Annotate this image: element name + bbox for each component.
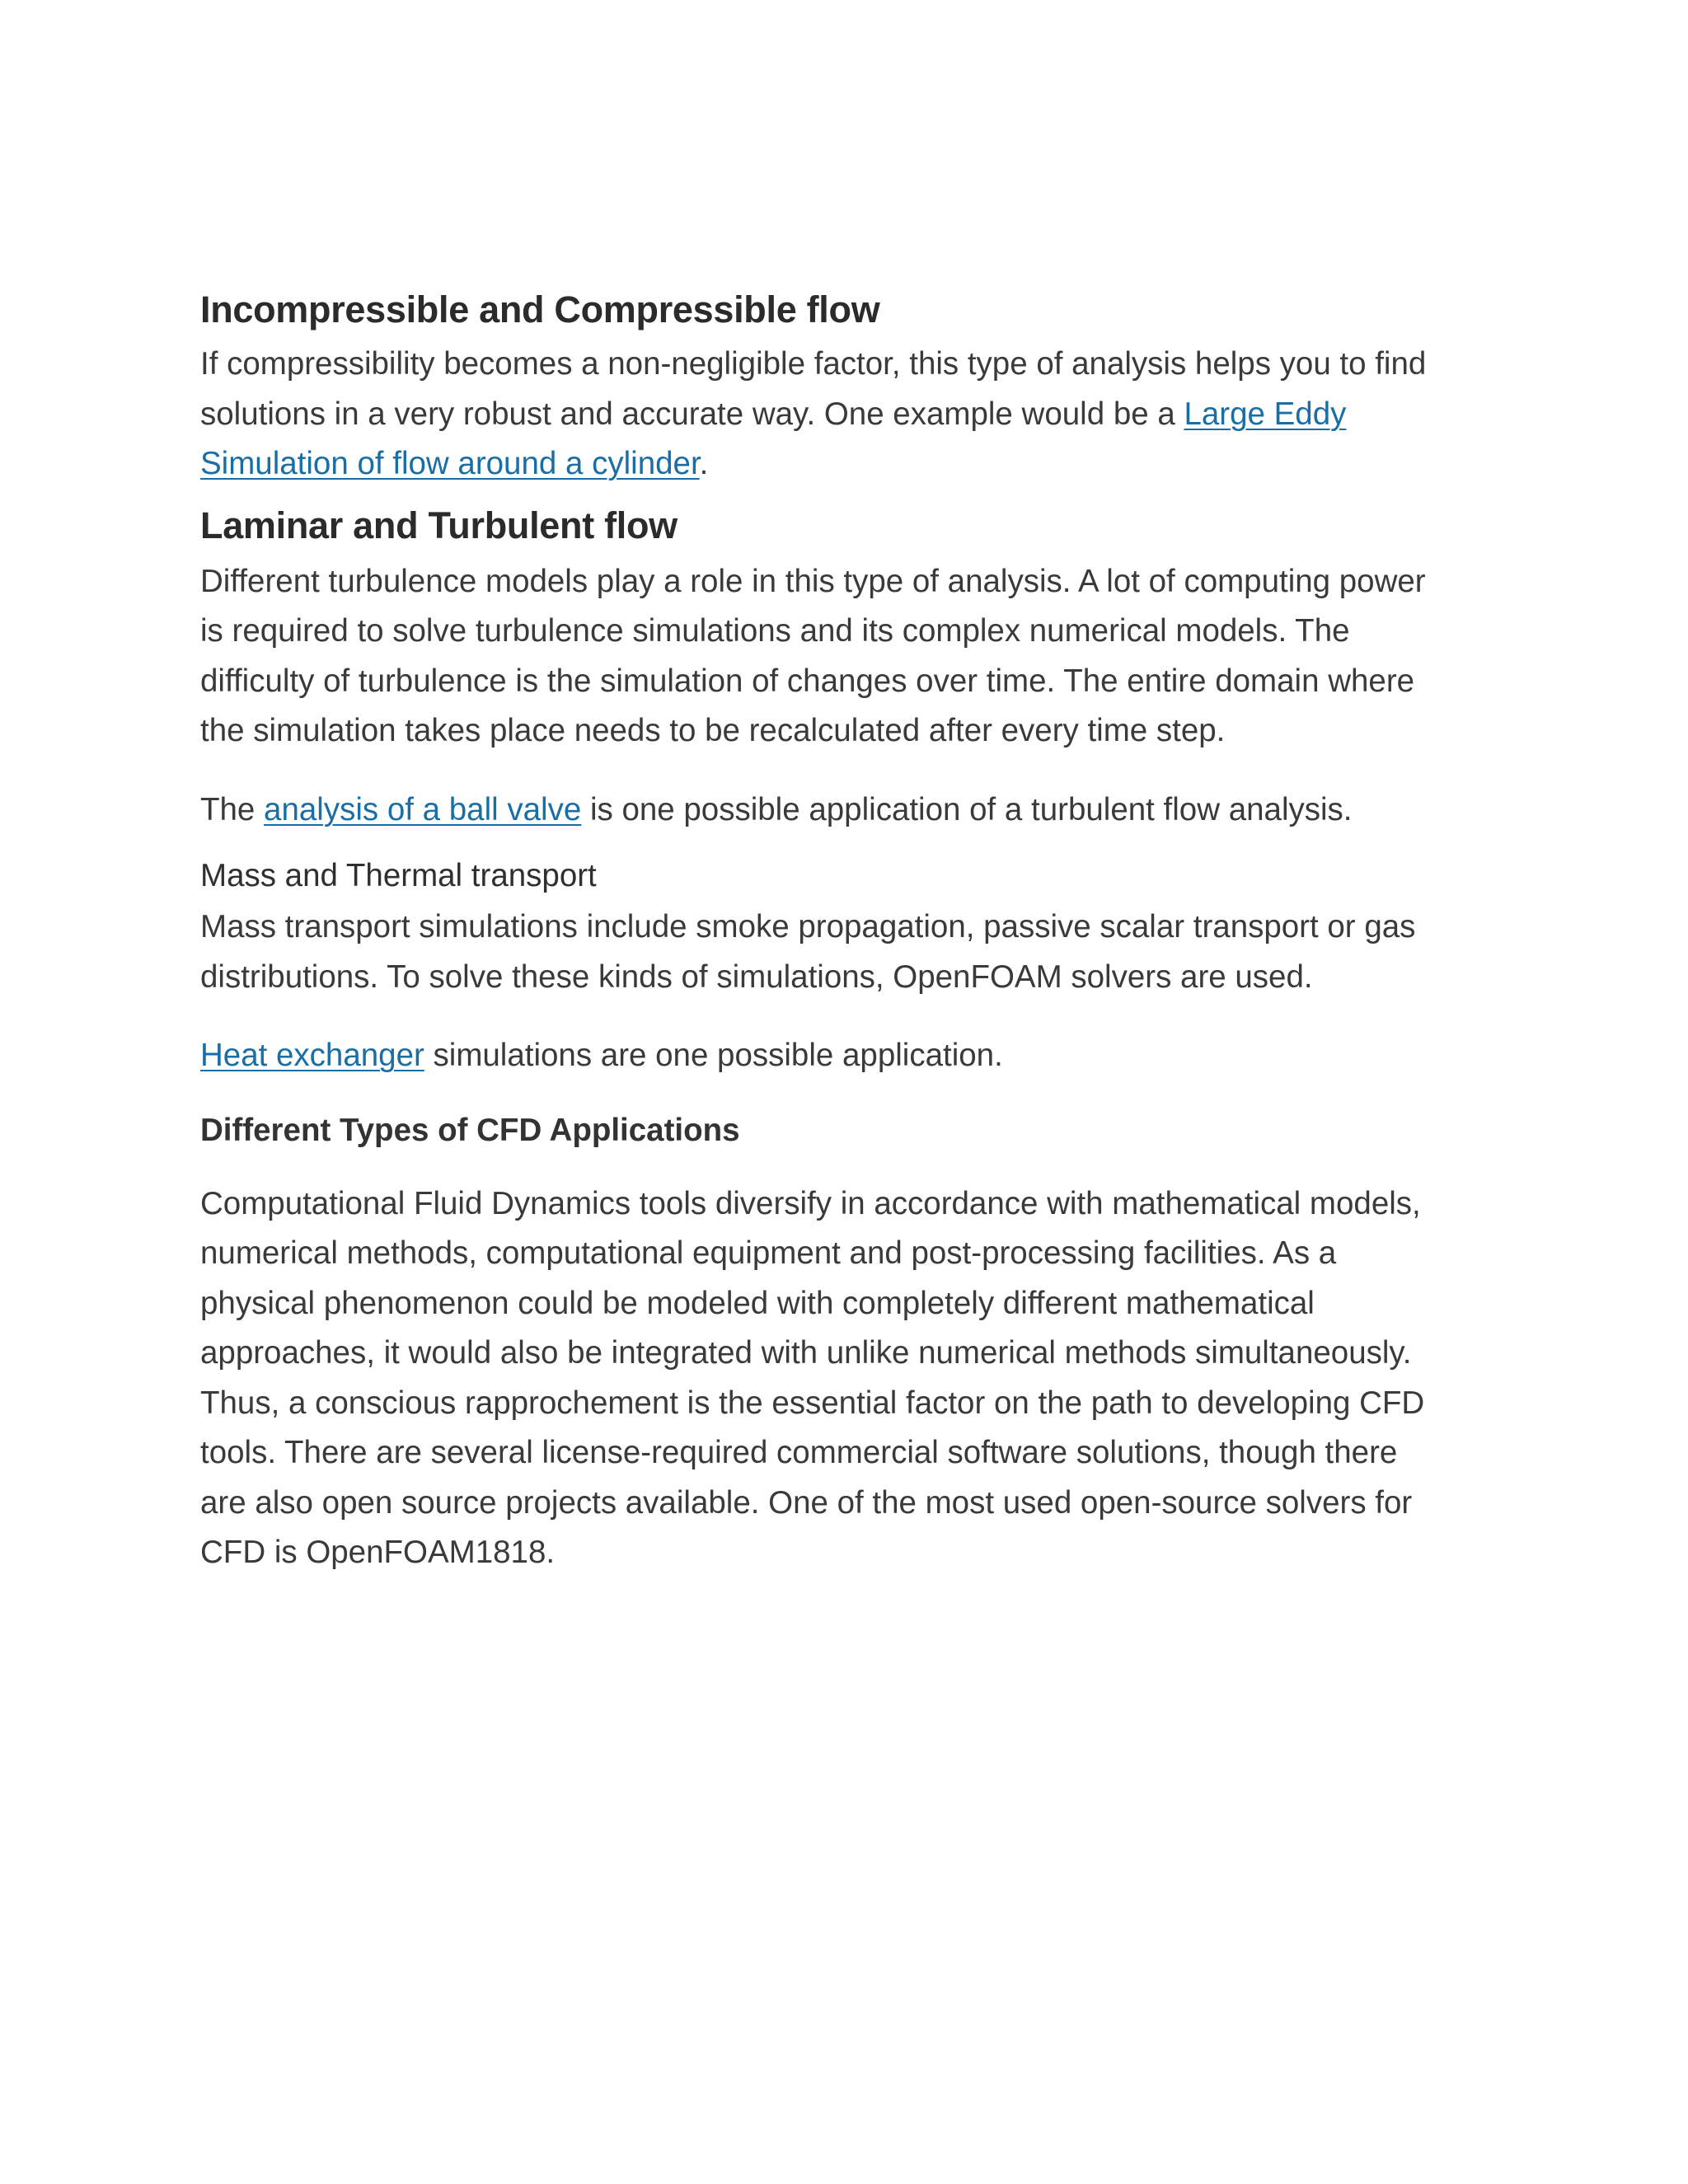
paragraph-heat-exchanger-application [200, 1031, 1503, 1081]
text-fragment: solutions in a very robust and accurate way. One example would be a [200, 396, 1184, 432]
text-line [200, 1031, 1503, 1081]
link-ball-valve-analysis[interactable]: analysis of a ball valve [264, 791, 582, 827]
link-heat-exchanger[interactable]: Heat exchanger [200, 1038, 424, 1073]
text-fragment: is one possible application of a turbulent flow analysis. [581, 791, 1353, 827]
heading-laminar-turbulent-flow: Laminar and Turbulent flow [200, 504, 678, 546]
text-line: numerical methods, computational equipment and post-processing facilities. As a [200, 1235, 1337, 1271]
document-content [200, 285, 1503, 1578]
link-large-eddy-simulation-cont[interactable]: Simulation of flow around a cylinder [200, 446, 700, 481]
link-large-eddy-simulation[interactable]: Large Eddy [1184, 396, 1347, 432]
text-line [200, 390, 1503, 440]
text-line [200, 439, 1503, 490]
text-line: Thus, a conscious rapprochement is the essential factor on the path to developing CFD [200, 1385, 1425, 1421]
text-line: approaches, it would also be integrated with unlike numerical methods simultaneously. [200, 1335, 1412, 1371]
text-fragment: . [699, 446, 709, 481]
text-line: is required to solve turbulence simulations and its complex numerical models. The [200, 613, 1350, 649]
text-fragment: simulations are one possible application. [424, 1038, 1003, 1073]
text-line: physical phenomenon could be modeled with completely different mathematical [200, 1285, 1315, 1321]
text-line: If compressibility becomes a non-negligible factor, this type of analysis helps you to find [200, 346, 1427, 382]
text-line: difficulty of turbulence is the simulation of changes over time. The entire domain where [200, 663, 1415, 699]
text-line: Computational Fluid Dynamics tools diversify in accordance with mathematical models, [200, 1185, 1421, 1221]
heading-cfd-application-types: Different Types of CFD Applications [200, 1112, 740, 1148]
text-line: are also open source projects available. One of the most used open-source solvers for [200, 1484, 1413, 1521]
heading-mass-thermal-transport: Mass and Thermal transport [200, 858, 597, 893]
text-line: Mass transport simulations include smoke propagation, passive scalar transport or gas [200, 909, 1416, 944]
text-line: Different turbulence models play a role in this type of analysis. A lot of computing power [200, 563, 1426, 599]
text-line: CFD is OpenFOAM1818. [200, 1535, 556, 1570]
text-line: tools. There are several license-required commercial software solutions, though there [200, 1435, 1398, 1470]
text-fragment: The [200, 791, 265, 827]
heading-compressible-flow: Incompressible and Compressible flow [200, 288, 880, 330]
text-line: the simulation takes place needs to be recalculated after every time step. [200, 713, 1226, 748]
paragraph-compressible-flow [200, 340, 1503, 490]
paragraph-ball-valve-application [200, 785, 1503, 836]
text-line: distributions. To solve these kinds of simulations, OpenFOAM solvers are used. [200, 958, 1313, 995]
text-line [200, 785, 1503, 836]
paragraph-turbulent-flow [200, 557, 1503, 757]
paragraph-mass-thermal-transport [200, 902, 1503, 1002]
paragraph-cfd-application-types [200, 1179, 1503, 1578]
